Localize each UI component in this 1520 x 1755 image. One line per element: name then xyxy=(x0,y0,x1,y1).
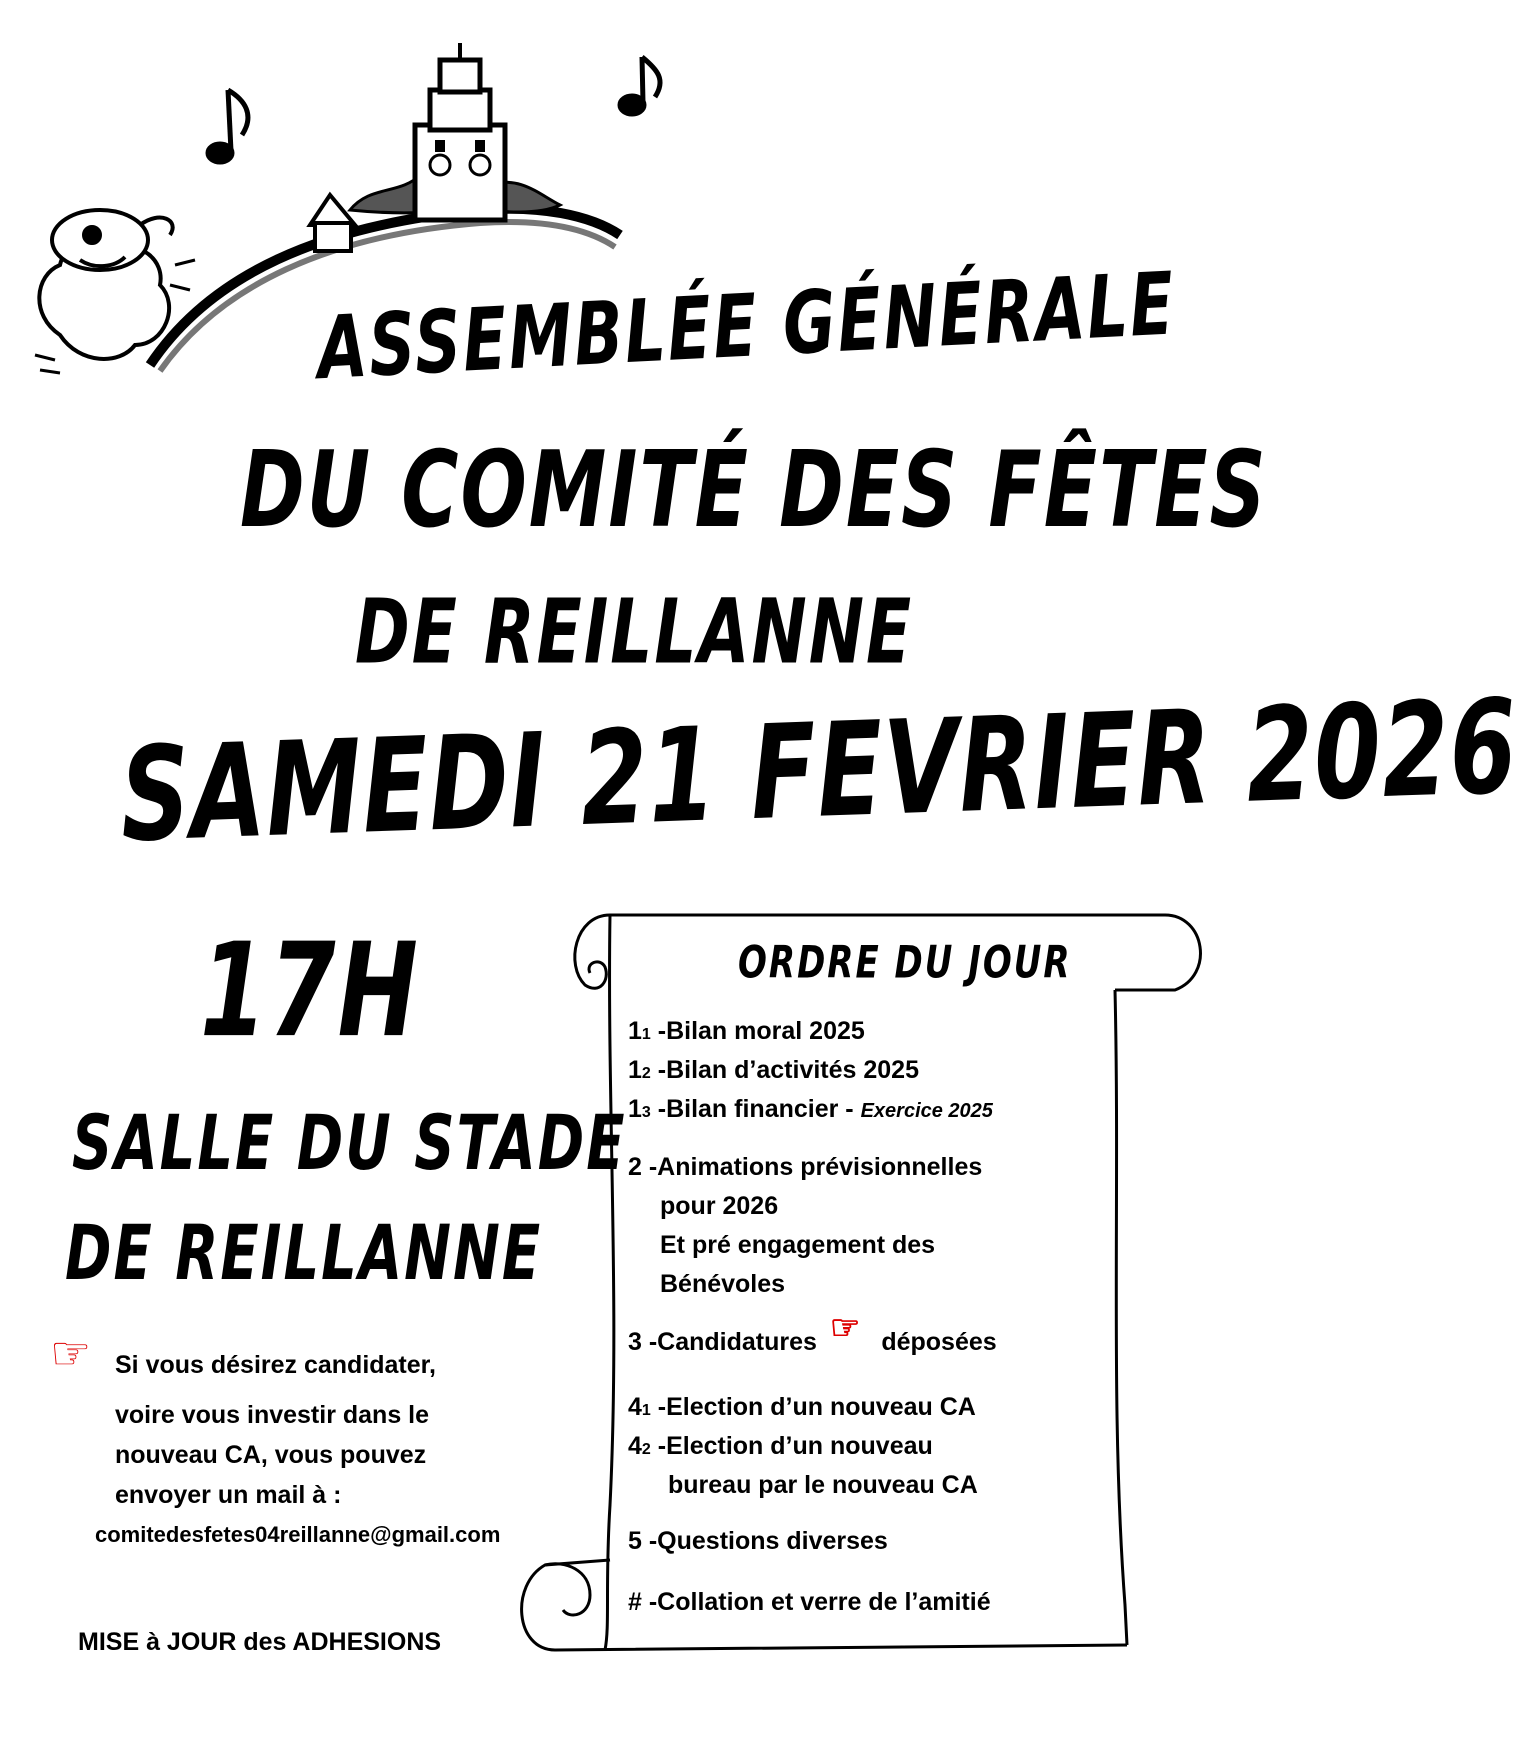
event-date: SAMEDI 21 FEVRIER 2026 xyxy=(118,671,1520,872)
venue-line-2: DE REILLANNE xyxy=(65,1210,543,1298)
agenda-item: 3 -Candidatures ☞ déposées xyxy=(628,1309,997,1357)
candidature-info xyxy=(115,1345,436,1515)
pointing-hand-icon: ☞ xyxy=(829,1309,861,1348)
title-line-2: DU COMITÉ DES FÊTES xyxy=(240,430,1268,552)
title-line-3: DE REILLANNE xyxy=(355,580,914,684)
agenda-item: 41 -Election d’un nouveau CA xyxy=(628,1393,976,1421)
agenda-item: 2 -Animations prévisionnelles pour 2026 Et pré engagement des Bénévoles xyxy=(628,1153,983,1298)
candidature-line-3: nouveau CA, vous pouvez xyxy=(115,1441,427,1469)
agenda-item: 5 -Questions diverses xyxy=(628,1527,888,1556)
agenda-item: 12 -Bilan d’activités 2025 xyxy=(628,1055,919,1084)
agenda-item: 11 -Bilan moral 2025 xyxy=(628,1017,865,1045)
footer-adhesions: MISE à JOUR des ADHESIONS xyxy=(78,1628,442,1656)
candidature-line-1: Si vous désirez candidater, xyxy=(115,1351,436,1379)
agenda-item: 42 -Election d’un nouveau bureau par le nouveau CA xyxy=(628,1431,978,1499)
agenda-item: # -Collation et verre de l’amitié xyxy=(628,1588,991,1616)
candidature-line-2: voire vous investir dans le xyxy=(115,1401,430,1429)
agenda-list xyxy=(628,1012,997,1622)
contact-email[interactable]: comitedesfetes04reillanne@gmail.com xyxy=(95,1522,501,1547)
candidature-line-4: envoyer un mail à : xyxy=(115,1481,342,1509)
agenda-heading: ORDRE DU JOUR xyxy=(738,937,1072,989)
agenda-item: 13 -Bilan financier - Exercice 2025 xyxy=(628,1094,993,1123)
title-line-1: ASSEMBLÉE GÉNÉRALE xyxy=(315,255,1179,400)
pointing-hand-icon: ☞ xyxy=(50,1327,92,1379)
event-time: 17H xyxy=(200,915,420,1067)
venue-line-1: SALLE DU STADE xyxy=(72,1100,627,1188)
